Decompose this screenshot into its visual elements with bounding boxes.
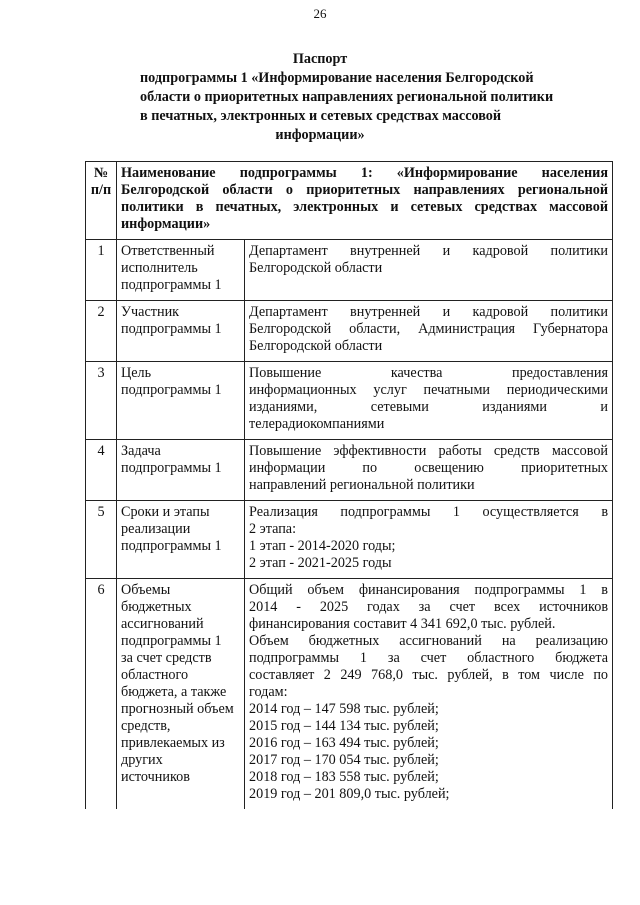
row-label	[117, 501, 245, 579]
row-content-line: 2019 год – 201 809,0 тыс. рублей;	[249, 786, 450, 802]
row-content-line: Повышение качества предоставления	[249, 365, 609, 381]
row-label-line: подпрограммы 1	[121, 382, 222, 398]
row-label	[117, 362, 245, 440]
row-label	[117, 240, 245, 301]
table-row	[86, 362, 613, 440]
passport-table	[85, 161, 613, 809]
table-row	[86, 579, 613, 810]
row-content-line: 2017 год – 170 054 тыс. рублей;	[249, 752, 439, 768]
row-content-line: Реализация подпрограммы 1 осуществляется в	[249, 504, 609, 520]
row-label-line: за счет средств	[121, 650, 212, 666]
header-number-line: п/п	[90, 182, 112, 198]
header-number-line: №	[93, 165, 109, 181]
row-number: 3	[86, 362, 117, 440]
row-label-line: подпрограммы 1	[121, 321, 222, 337]
row-content	[245, 579, 613, 810]
header-title-line: Белгородской области о приоритетных направлениях региональной	[121, 182, 609, 198]
row-number: 2	[86, 301, 117, 362]
row-content-line: 2 этапа:	[249, 521, 297, 537]
row-label	[117, 579, 245, 810]
row-content-line: Департамент внутренней и кадровой политики	[249, 304, 609, 320]
title-line: подпрограммы 1 «Информирование населения Белгородской	[140, 70, 534, 86]
row-content	[245, 301, 613, 362]
row-label	[117, 440, 245, 501]
row-content-line: Белгородской области	[249, 260, 383, 276]
row-label-line: прогнозный объем	[121, 701, 234, 717]
row-content	[245, 501, 613, 579]
row-label-line: подпрограммы 1	[121, 538, 222, 554]
row-label-line: Ответственный	[121, 243, 215, 259]
row-content-line: изданиями, сетевыми изданиями и	[249, 399, 609, 415]
row-content	[245, 440, 613, 501]
row-number: 4	[86, 440, 117, 501]
table-row	[86, 301, 613, 362]
table-header-row	[86, 162, 613, 240]
row-label-line: исполнитель	[121, 260, 198, 276]
header-title-line: Наименование подпрограммы 1: «Информирование населения	[121, 165, 609, 181]
row-content-line: 2015 год – 144 134 тыс. рублей;	[249, 718, 439, 734]
row-number: 6	[86, 579, 117, 810]
header-title-line: информации»	[121, 216, 211, 232]
document-title	[140, 50, 554, 145]
table-row	[86, 240, 613, 301]
row-content-line: составляет 2 249 768,0 тыс. рублей, в том числе по	[249, 667, 609, 683]
row-content-line: финансирования составит 4 341 692,0 тыс. рублей.	[249, 616, 556, 632]
row-content-line: Департамент внутренней и кадровой политики	[249, 243, 609, 259]
row-content-line: Белгородской области	[249, 338, 383, 354]
row-label-line: бюджета, а также	[121, 684, 227, 700]
title-line: в печатных, электронных и сетевых средствах массовой	[140, 108, 502, 124]
header-title-cell	[117, 162, 613, 240]
row-label-line: Задача	[121, 443, 161, 459]
row-label-line: других	[121, 752, 163, 768]
title-line: области о приоритетных направлениях региональной политики	[140, 89, 554, 105]
row-content-line: 2014 год – 147 598 тыс. рублей;	[249, 701, 439, 717]
row-label-line: подпрограммы 1	[121, 460, 222, 476]
row-label	[117, 301, 245, 362]
row-label-line: подпрограммы 1	[121, 633, 222, 649]
row-content-line: телерадиокомпаниями	[249, 416, 385, 432]
row-content-line: Общий объем финансирования подпрограммы 1 в	[249, 582, 609, 598]
row-content-line: Объем бюджетных ассигнований на реализацию	[249, 633, 609, 649]
row-label-line: Участник	[121, 304, 180, 320]
row-number: 1	[86, 240, 117, 301]
row-label-line: источников	[121, 769, 190, 785]
row-content-line: информации по освещению приоритетных	[249, 460, 609, 476]
row-label-line: областного	[121, 667, 189, 683]
row-content-line: Повышение эффективности работы средств массовой	[249, 443, 609, 459]
row-label-line: средств,	[121, 718, 171, 734]
row-content	[245, 362, 613, 440]
title-line: Паспорт	[292, 51, 348, 67]
header-number-cell	[86, 162, 117, 240]
row-label-line: Объемы	[121, 582, 171, 598]
row-label-line: Сроки и этапы	[121, 504, 210, 520]
row-label-line: привлекаемых из	[121, 735, 225, 751]
header-title-line: политики в печатных, электронных и сетевых средствах массовой	[121, 199, 609, 215]
row-content-line: 2014 - 2025 годах за счет всех источников	[249, 599, 609, 615]
row-content-line: годам:	[249, 684, 288, 700]
row-content-line: подпрограммы 1 за счет областного бюджета	[249, 650, 609, 666]
page-number: 26	[313, 6, 327, 21]
title-line: информации»	[275, 127, 365, 143]
row-content-line: 2016 год – 163 494 тыс. рублей;	[249, 735, 439, 751]
row-label-line: бюджетных	[121, 599, 192, 615]
table-row	[86, 501, 613, 579]
row-content-line: 2018 год – 183 558 тыс. рублей;	[249, 769, 439, 785]
row-content-line: 1 этап - 2014-2020 годы;	[249, 538, 396, 554]
row-label-line: Цель	[121, 365, 152, 381]
row-label-line: подпрограммы 1	[121, 277, 222, 293]
row-label-line: реализации	[121, 521, 191, 537]
row-content-line: информационных услуг печатными периодическими	[249, 382, 609, 398]
row-label-line: ассигнований	[121, 616, 204, 632]
table-row	[86, 440, 613, 501]
row-content-line: Белгородской области, Администрация Губернатора	[249, 321, 609, 337]
row-content-line: направлений региональной политики	[249, 477, 475, 493]
row-number: 5	[86, 501, 117, 579]
row-content	[245, 240, 613, 301]
row-content-line: 2 этап - 2021-2025 годы	[249, 555, 392, 571]
